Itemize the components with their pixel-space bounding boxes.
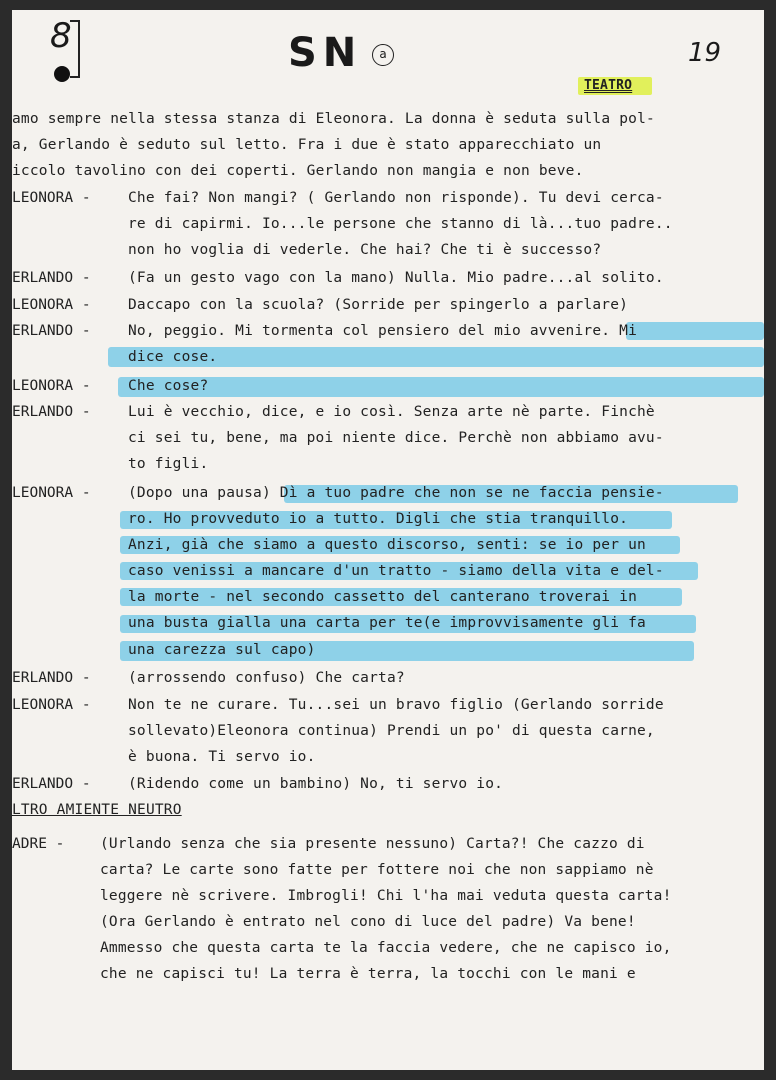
title-mark: SN: [288, 30, 363, 76]
speaker-eleonora: LEONORA -: [12, 485, 91, 501]
title-circle: a: [372, 44, 394, 66]
dialogue-line: Anzi, già che siamo a questo discorso, senti: se io per un: [128, 537, 646, 553]
dialogue-line: re di capirmi. Io...le persone che stanno di là...tuo padre..: [128, 216, 673, 232]
corner-mark: 8: [50, 16, 72, 56]
dialogue-line: ci sei tu, bene, ma poi niente dice. Perchè non abbiamo avu-: [128, 430, 664, 446]
stage-line-3: iccolo tavolino con dei coperti. Gerlando non mangia e non beve.: [12, 163, 584, 179]
dialogue-line: Daccapo con la scuola? (Sorride per spingerlo a parlare): [128, 297, 629, 313]
dialogue-line: è buona. Ti servo io.: [128, 749, 316, 765]
speaker-gerlando: ERLANDO -: [12, 404, 91, 420]
speaker-padre: ADRE -: [12, 836, 65, 852]
dialogue-line: Che cose?: [128, 378, 209, 394]
bracket-mark: [70, 20, 80, 78]
dialogue-line: Non te ne curare. Tu...sei un bravo figlio (Gerlando sorride: [128, 697, 664, 713]
dialogue-line: Ammesso che questa carta te la faccia vedere, che ne capisco io,: [100, 940, 672, 956]
highlight-1: [626, 322, 764, 340]
dialogue-line: Che fai? Non mangi? ( Gerlando non risponde). Tu devi cerca-: [128, 190, 664, 206]
stage-line-2: a, Gerlando è seduto sul letto. Fra i due è stato apparecchiato un: [12, 137, 602, 153]
speaker-gerlando: ERLANDO -: [12, 776, 91, 792]
dialogue-line: la morte - nel secondo cassetto del canterano troverai in: [128, 589, 637, 605]
dialogue-line: (Ora Gerlando è entrato nel cono di luce del padre) Va bene!: [100, 914, 636, 930]
dialogue-line: leggere nè scrivere. Imbrogli! Chi l'ha mai veduta questa carta!: [100, 888, 672, 904]
dialogue-line: (Urlando senza che sia presente nessuno) Carta?! Che cazzo di: [100, 836, 645, 852]
page-number: 19: [688, 38, 722, 68]
speaker-eleonora: LEONORA -: [12, 697, 91, 713]
stage-line-1: amo sempre nella stessa stanza di Eleonora. La donna è seduta sulla pol-: [12, 111, 655, 127]
dialogue-line: caso venissi a mancare d'un tratto - siamo della vita e del-: [128, 563, 664, 579]
dialogue-line: (Fa un gesto vago con la mano) Nulla. Mio padre...al solito.: [128, 270, 664, 286]
dialogue-line: sollevato)Eleonora continua) Prendi un po' di questa carne,: [128, 723, 655, 739]
dialogue-line: una carezza sul capo): [128, 642, 316, 658]
dialogue-line: (arrossendo confuso) Che carta?: [128, 670, 405, 686]
dialogue-line: (Ridendo come un bambino) No, ti servo io.: [128, 776, 504, 792]
speaker-eleonora: LEONORA -: [12, 378, 91, 394]
dialogue-line: (Dopo una pausa) Dì a tuo padre che non se ne faccia pensie-: [128, 485, 664, 501]
ink-dot: [54, 66, 70, 82]
speaker-gerlando: ERLANDO -: [12, 270, 91, 286]
dialogue-line: non ho voglia di vederle. Che hai? Che ti è successo?: [128, 242, 602, 258]
dialogue-line: carta? Le carte sono fatte per fottere noi che non sappiamo nè: [100, 862, 654, 878]
speaker-gerlando: ERLANDO -: [12, 670, 91, 686]
scene-heading: LTRO AMIENTE NEUTRO: [12, 802, 182, 818]
speaker-eleonora: LEONORA -: [12, 190, 91, 206]
dialogue-line: dice cose.: [128, 349, 218, 365]
typescript-page: [12, 10, 764, 1070]
dialogue-line: to figli.: [128, 456, 209, 472]
section-tag: TEATRO: [584, 78, 633, 93]
speaker-gerlando: ERLANDO -: [12, 323, 91, 339]
dialogue-line: No, peggio. Mi tormenta col pensiero del mio avvenire. Mi: [128, 323, 637, 339]
speaker-eleonora: LEONORA -: [12, 297, 91, 313]
dialogue-line: una busta gialla una carta per te(e improvvisamente gli fa: [128, 615, 646, 631]
dialogue-line: che ne capisci tu! La terra è terra, la tocchi con le mani e: [100, 966, 636, 982]
highlight-3: [118, 377, 764, 397]
dialogue-line: ro. Ho provveduto io a tutto. Digli che stia tranquillo.: [128, 511, 629, 527]
dialogue-line: Lui è vecchio, dice, e io così. Senza arte nè parte. Finchè: [128, 404, 655, 420]
